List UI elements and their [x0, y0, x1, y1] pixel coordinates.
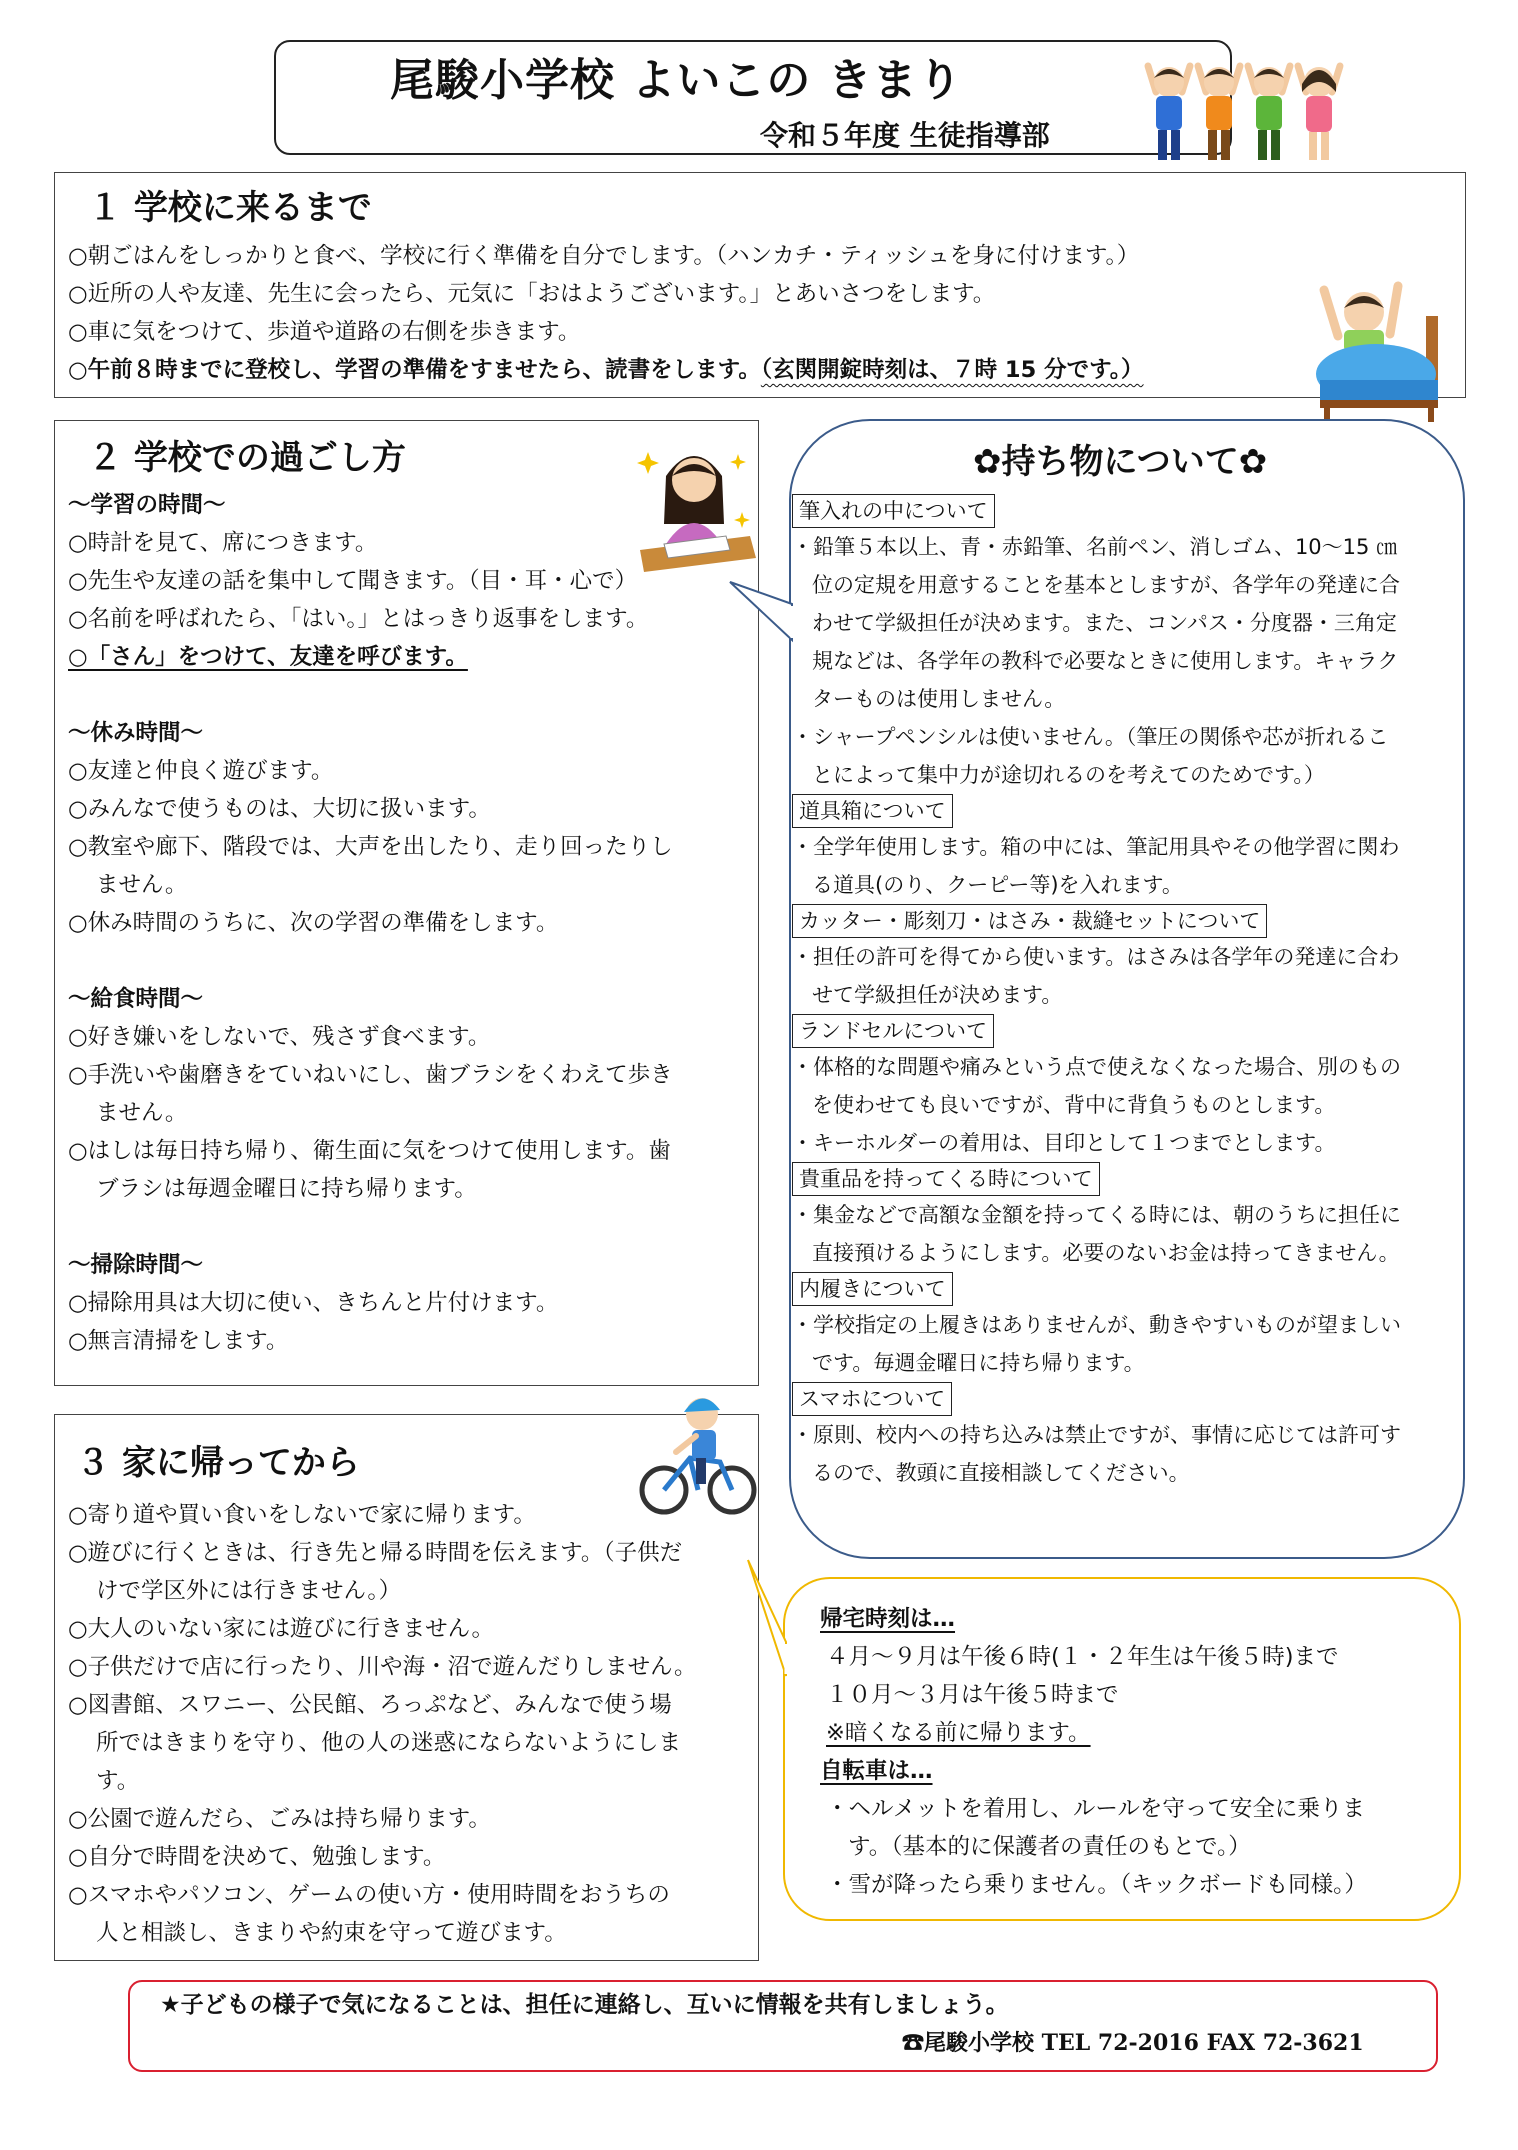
cleaning-label: 〜掃除時間〜 — [68, 1252, 204, 1278]
list-item-cont: ません。 — [96, 872, 188, 898]
footer-contact: ☎尾駿小学校 TEL 72-2016 FAX 72-3621 — [902, 2030, 1364, 2056]
list-item-cont: る道具(のり、クーピー等)を入れます。 — [812, 873, 1183, 897]
return-time-line: １０月〜３月は午後５時まで — [826, 1682, 1119, 1708]
list-item: ・集金などで高額な金額を持ってくる時には、朝のうちに担任に — [792, 1203, 1401, 1227]
return-home-content — [820, 1600, 1367, 1904]
list-item: ○子供だけで店に行ったり、川や海・沼で遊んだりしません。 — [68, 1654, 697, 1680]
list-item: ○近所の人や友達、先生に会ったら、元気に「おはようございます。」とあいさつをします。 — [68, 281, 996, 307]
list-item: ○寄り道や買い食いをしないで家に帰ります。 — [68, 1502, 536, 1528]
list-item: ○朝ごはんをしっかりと食べ、学校に行く準備を自分でします。（ハンカチ・ティッシュを身に付けます。） — [68, 243, 1140, 269]
list-item: ○好き嫌いをしないで、残さず食べます。 — [68, 1024, 491, 1050]
list-item: ○スマホやパソコン、ゲームの使い方・使用時間をおうちの — [68, 1882, 670, 1908]
list-item: ○公園で遊んだら、ごみは持ち帰ります。 — [68, 1806, 491, 1832]
section-2-heading: ２ 学校での過ごし方 — [88, 438, 406, 478]
list-item-cont: ブラシは毎週金曜日に持ち帰ります。 — [96, 1176, 477, 1202]
list-item: ○休み時間のうちに、次の学習の準備をします。 — [68, 910, 559, 936]
list-item-san: ○「さん」をつけて、友達を呼びます。 — [68, 644, 468, 670]
list-item: ○大人のいない家には遊びに行きません。 — [68, 1616, 494, 1642]
bicycle-rule-cont: す。（基本的に保護者の責任のもとで。） — [848, 1834, 1251, 1860]
list-item-cont: 位の定規を用意することを基本としますが、各学年の発達に合 — [812, 573, 1400, 597]
section-1-heading: １ 学校に来るまで — [88, 188, 372, 228]
belongings-heading: ✿持ち物について✿ — [973, 442, 1268, 482]
recess-label: 〜休み時間〜 — [68, 720, 204, 746]
return-time-note: ※暗くなる前に帰ります。 — [826, 1720, 1091, 1746]
list-item: ・キーホルダーの着用は、目印として１つまでとします。 — [792, 1131, 1336, 1155]
list-item: ○図書館、スワニー、公民館、ろっぷなど、みんなで使う場 — [68, 1692, 672, 1718]
list-item: ・原則、校内への持ち込みは禁止ですが、事情に応じては許可す — [792, 1423, 1401, 1447]
list-item-cont: けで学区外には行きません。） — [96, 1578, 402, 1604]
list-item-cont: を使わせても良いですが、背中に背負うものとします。 — [812, 1093, 1336, 1117]
list-item-cont: ターものは使用しません。 — [812, 687, 1066, 711]
list-item: ・鉛筆５本以上、青・赤鉛筆、名前ペン、消しゴム、10〜15 ㎝ — [792, 535, 1398, 559]
pencil-case-label: 筆入れの中について — [792, 494, 995, 528]
list-item-cont: わせて学級担任が決めます。また、コンパス・分度器・三角定 — [812, 611, 1397, 635]
list-item: ○無言清掃をします。 — [68, 1328, 289, 1354]
list-item-cont: 所ではきまりを守り、他の人の迷惑にならないようにしま — [96, 1730, 682, 1756]
list-item-cont: です。毎週金曜日に持ち帰ります。 — [812, 1351, 1145, 1375]
list-item-cont: 人と相談し、きまりや約束を守って遊びます。 — [96, 1920, 567, 1946]
list-item: ○はしは毎日持ち帰り、衛生面に気をつけて使用します。歯 — [68, 1138, 671, 1164]
list-item: ○教室や廊下、階段では、大声を出したり、走り回ったりし — [68, 834, 673, 860]
indoor-shoes-label: 内履きについて — [792, 1272, 953, 1306]
list-item: ・全学年使用します。箱の中には、筆記用具やその他学習に関わ — [792, 835, 1400, 859]
page-title: 尾駿小学校 よいこの きまり — [390, 55, 963, 106]
unlock-time-note: （玄関開錠時刻は、７時 15 分です。） — [760, 357, 1144, 383]
list-item-cont: とによって集中力が途切れるのを考えてのためです。） — [812, 763, 1325, 787]
list-item: ○名前を呼ばれたら、「はい。」とはっきり返事をします。 — [68, 606, 649, 632]
smartphone-label: スマホについて — [792, 1382, 952, 1416]
study-time-label: 〜学習の時間〜 — [68, 492, 226, 518]
list-item: ○先生や友達の話を集中して聞きます。（目・耳・心で） — [68, 568, 638, 594]
footer-message: ★子どもの様子で気になることは、担任に連絡し、互いに情報を共有しましょう。 — [160, 1992, 1009, 2018]
list-item-cont: す。 — [96, 1768, 140, 1794]
valuables-label: 貴重品を持ってくる時について — [792, 1162, 1100, 1196]
list-item: ○遊びに行くときは、行き先と帰る時間を伝えます。（子供だ — [68, 1540, 683, 1566]
list-item: ○みんなで使うものは、大切に扱います。 — [68, 796, 491, 822]
return-time-label: 帰宅時刻は… — [820, 1606, 956, 1632]
list-item: ・担任の許可を得てから使います。はさみは各学年の発達に合わ — [792, 945, 1400, 969]
list-item: ○掃除用具は大切に使い、きちんと片付けます。 — [68, 1290, 559, 1316]
section-3-heading: ３ 家に帰ってから — [76, 1443, 360, 1483]
randoseru-label: ランドセルについて — [792, 1014, 994, 1048]
list-item-cont: るので、教頭に直接相談してください。 — [812, 1461, 1190, 1485]
list-item-cont: せて学級担任が決めます。 — [812, 983, 1063, 1007]
bicycle-label: 自転車は… — [820, 1758, 933, 1784]
list-item: ・シャープペンシルは使いません。（筆圧の関係や芯が折れるこ — [792, 725, 1389, 749]
bicycle-rule: ・雪が降ったら乗りません。（キックボードも同様。） — [826, 1872, 1367, 1898]
return-time-line: ４月〜９月は午後６時(１・２年生は午後５時)まで — [826, 1644, 1339, 1670]
list-item: ・体格的な問題や痛みという点で使えなくなった場合、別のもの — [792, 1055, 1401, 1079]
arrival-rule-text: ○午前８時までに登校し、学習の準備をすませたら、読書をします。 — [68, 357, 761, 383]
list-item-cont: 規などは、各学年の教科で必要なときに使用します。キャラク — [812, 649, 1399, 673]
cutter-label: カッター・彫刻刀・はさみ・裁縫セットについて — [792, 904, 1267, 938]
bicycle-rule: ・ヘルメットを着用し、ルールを守って安全に乗りま — [826, 1796, 1365, 1822]
list-item-cont: 直接預けるようにします。必要のないお金は持ってきません。 — [812, 1241, 1400, 1265]
list-item: ・学校指定の上履きはありませんが、動きやすいものが望ましい — [792, 1313, 1401, 1337]
list-item: ○手洗いや歯磨きをていねいにし、歯ブラシをくわえて歩き — [68, 1062, 673, 1088]
toolbox-label: 道具箱について — [792, 794, 953, 828]
list-item-cont: ません。 — [96, 1100, 188, 1126]
list-item: ○自分で時間を決めて、勉強します。 — [68, 1844, 446, 1870]
list-item: ○時計を見て、席につきます。 — [68, 530, 378, 556]
list-item: ○車に気をつけて、歩道や道路の右側を歩きます。 — [68, 319, 581, 345]
belongings-content — [792, 494, 1401, 1492]
list-item: ○友達と仲良く遊びます。 — [68, 758, 334, 784]
page-subtitle: 令和５年度 生徒指導部 — [760, 119, 1050, 152]
lunch-label: 〜給食時間〜 — [68, 986, 204, 1012]
